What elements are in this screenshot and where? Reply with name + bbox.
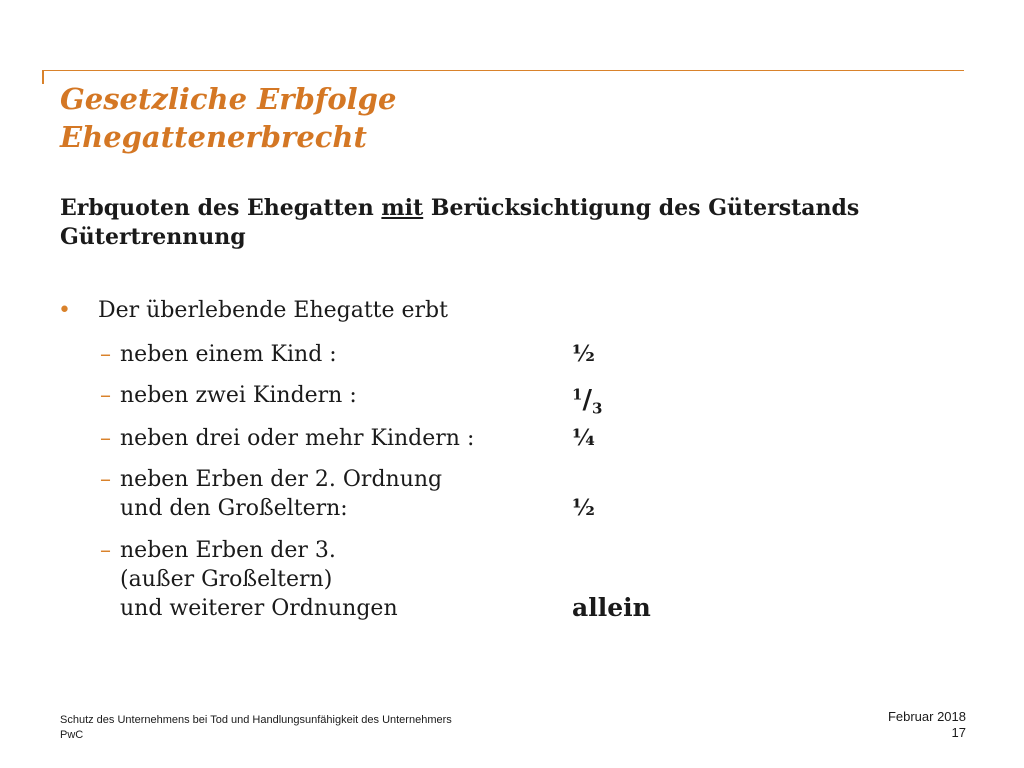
quota-value: ½ — [572, 341, 595, 367]
dash-icon: – — [100, 538, 111, 563]
subtitle-line-2: Gütertrennung — [60, 224, 246, 250]
fraction-denominator: 3 — [591, 399, 603, 418]
item-text-cont: (außer Großeltern) — [120, 567, 333, 592]
footer-left — [60, 713, 452, 743]
quota-value-allein: allein — [572, 593, 651, 622]
footer-date: Februar 2018 — [887, 709, 966, 724]
item-line — [100, 381, 357, 410]
item-line — [100, 424, 474, 453]
list-item-one-child — [100, 340, 337, 369]
item-text: neben einem Kind : — [120, 342, 337, 367]
item-text-cont: und den Großeltern: — [120, 496, 348, 521]
subtitle-underlined: mit — [381, 195, 424, 221]
footer-right — [888, 709, 966, 741]
footer-company: PwC — [60, 729, 84, 741]
item-line — [100, 536, 398, 565]
footer-page-number: 17 — [951, 725, 966, 740]
item-line — [100, 340, 337, 369]
slide-title — [60, 80, 396, 156]
list-item-second-order — [100, 465, 442, 523]
dash-icon: – — [100, 383, 111, 408]
fraction-slash: / — [582, 385, 592, 416]
bullet-dot-icon: • — [58, 298, 71, 323]
dash-icon: – — [100, 426, 111, 451]
bullet-point — [58, 296, 448, 326]
subtitle-line-1 — [60, 194, 859, 223]
list-item-third-order — [100, 536, 398, 623]
title-line-1: Gesetzliche Erbfolge — [60, 82, 397, 116]
quota-value-fraction — [572, 381, 602, 424]
slide-subtitle — [60, 194, 859, 252]
item-text: neben zwei Kindern : — [120, 383, 357, 408]
item-text: neben Erben der 2. Ordnung — [120, 467, 443, 492]
item-text-cont: und weiterer Ordnungen — [120, 596, 398, 621]
quota-value: ¼ — [572, 425, 595, 451]
list-item-two-children — [100, 381, 357, 410]
fraction-numerator: 1 — [572, 386, 583, 404]
dash-icon: – — [100, 342, 111, 367]
item-text: neben Erben der 3. — [120, 538, 336, 563]
subtitle-post: Berücksichtigung des Güterstands — [423, 195, 860, 221]
item-line — [100, 465, 442, 494]
frame-corner-vertical — [42, 70, 44, 84]
subtitle-pre: Erbquoten des Ehegatten — [60, 195, 382, 221]
list-item-three-children — [100, 424, 474, 453]
fraction-one-third — [572, 385, 603, 418]
footer-doc-title: Schutz des Unternehmens bei Tod und Handlungsunfähigkeit des Unternehmers — [60, 714, 452, 726]
dash-icon: – — [100, 467, 111, 492]
quota-value: ½ — [572, 495, 595, 521]
title-line-2: Ehegattenerbrecht — [60, 120, 367, 154]
frame-top-rule — [42, 70, 964, 71]
item-text: neben drei oder mehr Kindern : — [120, 426, 475, 451]
bullet-text: Der überlebende Ehegatte erbt — [98, 298, 448, 323]
